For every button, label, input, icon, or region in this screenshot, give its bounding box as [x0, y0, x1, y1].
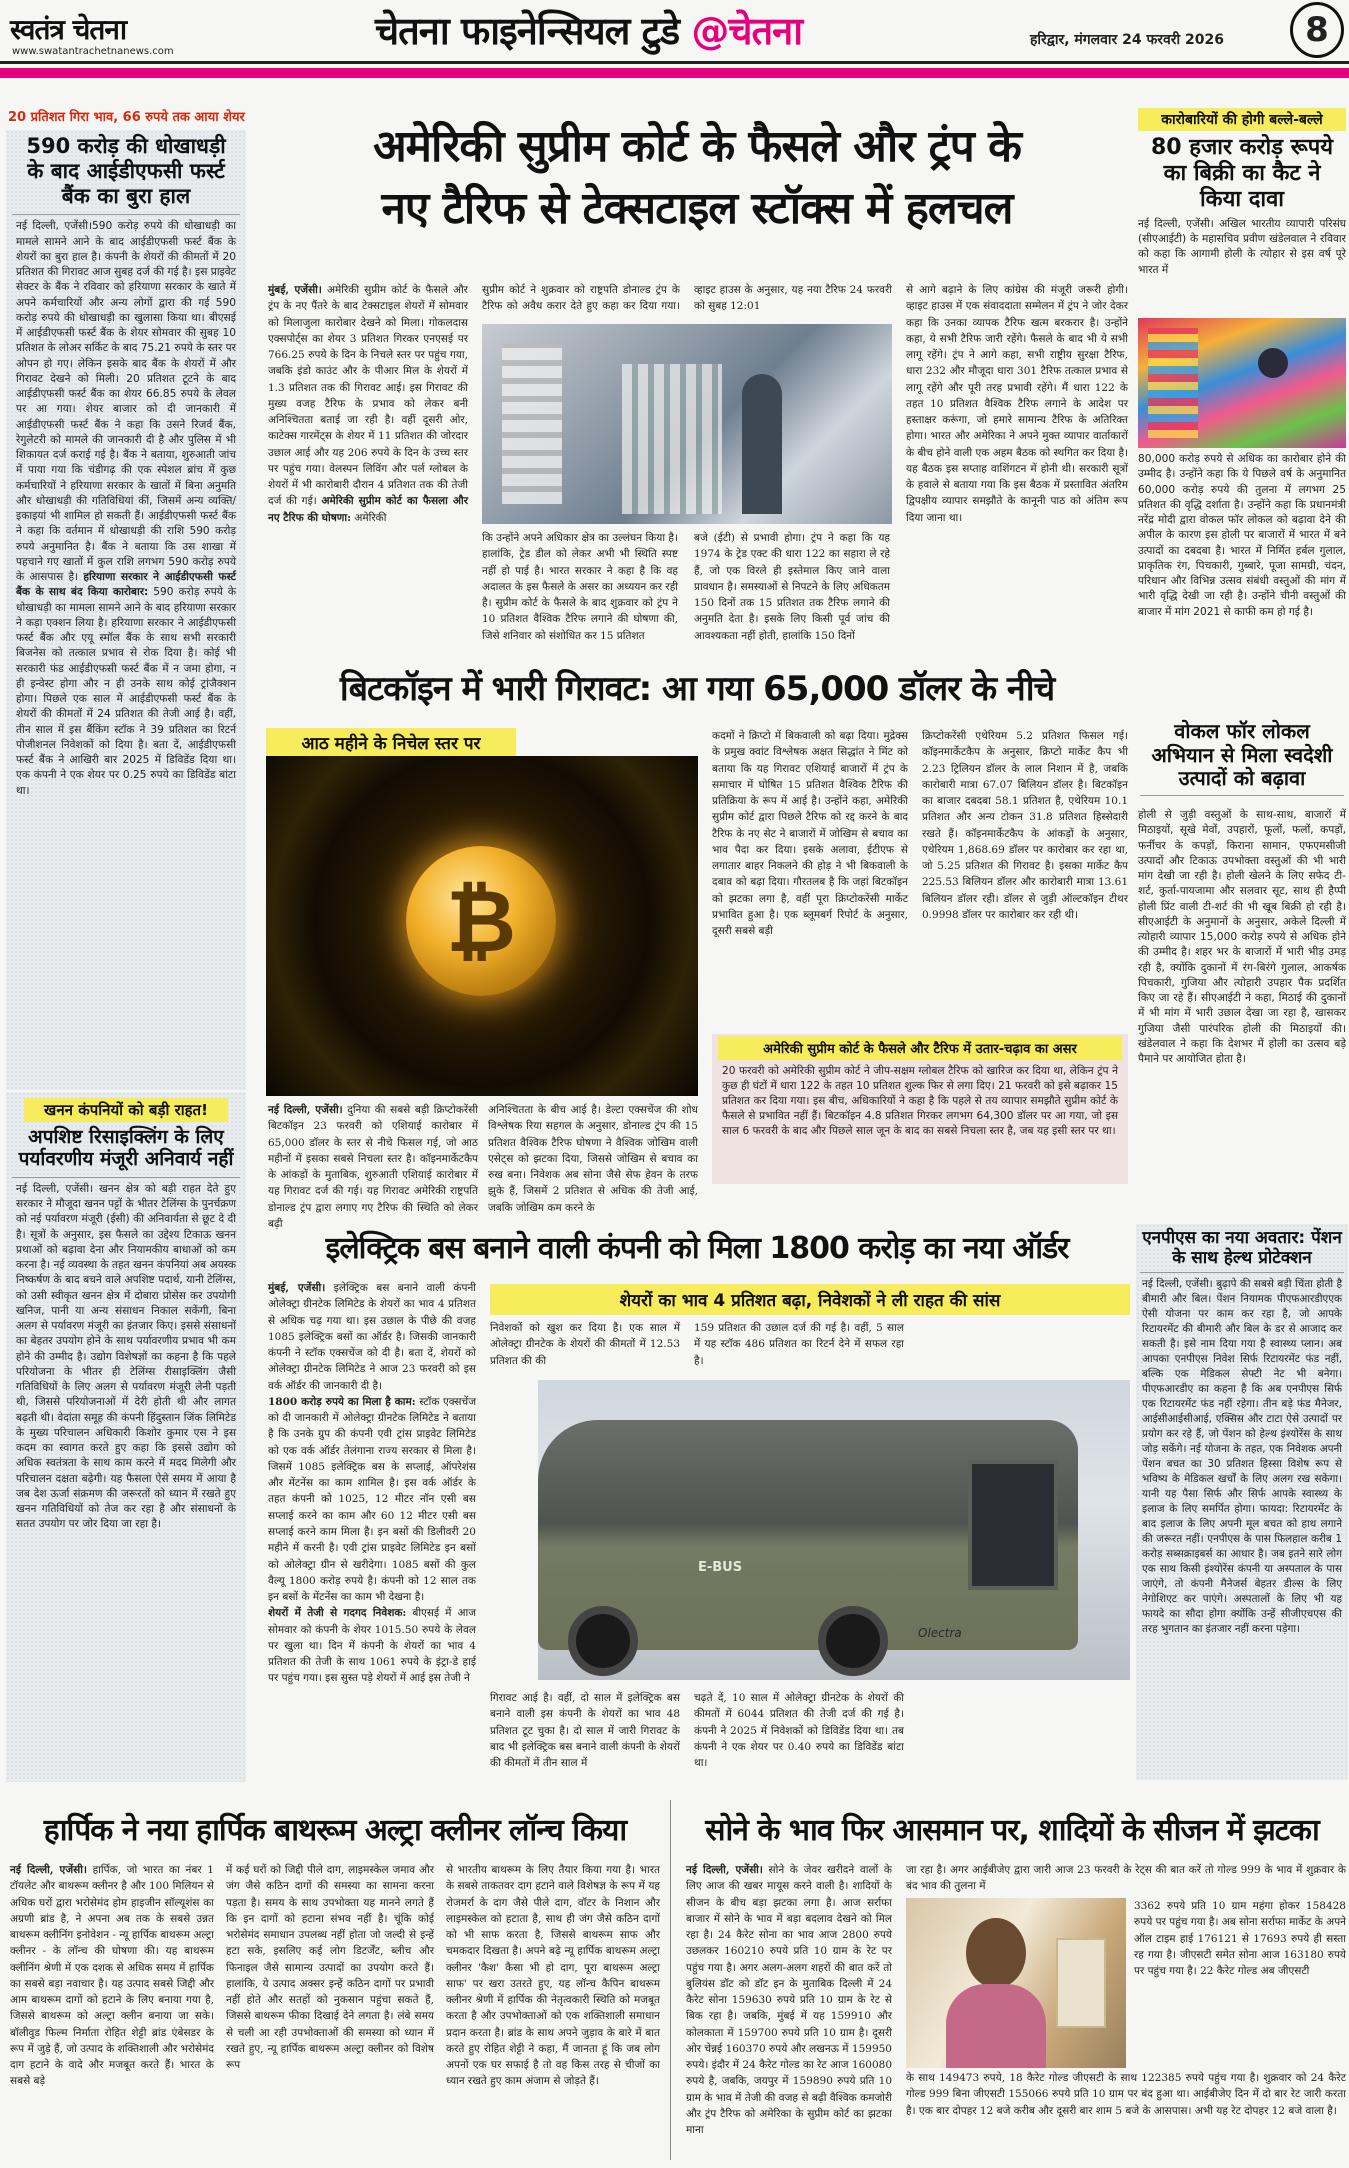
gold-column-2-right: 3362 रुपये प्रति 10 ग्राम महंगा होकर 158428 रुपये पर पहुंच गया है। अब सोना सर्राफा मार्केट के अपने ऑल टाइम हाई 176121 से 17693 रुपये ही सस्ता रह गया है। जीएसटी समेत सोना आज 163180 रुपये पर पहुंच गया है। 22 कैरेट गोल्ड अब जीएसटी	[1134, 1900, 1346, 1978]
bitcoin-box-kicker: अमेरिकी सुप्रीम कोर्ट के फैसले और टैरिफ में उतार-चढ़ाव का असर	[718, 1036, 1122, 1060]
lead-column-4: से आगे बढ़ाने के लिए कांग्रेस की मंजूरी जरूरी होगी। व्हाइट हाउस में एक संवाददाता सम्मेलन में ट्रंप ने जोर देकर कहा कि उनका व्यापक टैरिफ खत्म बरकरार है। उन्होंने कहा, ये सभी टैरिफ जारी रहेंगे। फैसले के बाद भी ये सभी लागू रहेंगे। ट्रंप ने आगे कहा, सभी राष्ट्रीय सुरक्षा टैरिफ, धारा 232 और मौजूदा धारा 301 टैरिफ तत्काल प्रभाव से लागू रहेंगे और पूरी तरह प्रभावी रहेंगे। मैं धारा 122 के तहत 10 प्रतिशत वैश्विक टैरिफ लगाने के आदेश पर हस्ताक्षर करूंगा, जो हमारे सामान्य टैरिफ के अतिरिक्त होगा। भारत और अमेरिका ने अपने मुक्त व्यापार वार्ताकारों के बीच होने वाली एक अहम बैठक को स्थगित कर दिया है। यह बैठक इस सप्ताह वाशिंगटन में होनी थी। सरकारी सूत्रों के हवाले से बताया गया कि इस बैठक में प्रस्तावित अंतरिम द्विपक्षीय व्यापार समझौते के कानूनी पाठ को अंतिम रूप दिया जाना था।	[906, 284, 1128, 524]
bitcoin-tariff-box	[712, 1034, 1128, 1184]
trade-headline: 80 हजार करोड़ रूपये का बिक्री का कैट ने किया दावा	[1150, 135, 1333, 212]
idfc-kicker	[8, 106, 248, 126]
idfc-story-box	[6, 130, 246, 1090]
lead-dateline: मुंबई, एजेंसी।	[268, 284, 322, 296]
harpic-col1-text: हार्पिक, जो भारत का नंबर 1 टॉयलेट और बाथरूम क्लीनर है और 100 मिलियन से अधिक घरों द्वारा भरोसेमंद होम हाइजीन सॉल्यूशंस का अग्रणी ब्रांड है, ने अपना अब तक के सबसे उन्नत बाथरूम क्लीनिंग इनोवेशन - न्यू हार्पिक बाथरूम अल्ट्रा क्लीनर - के लॉन्च की घोषणा की। यह बाथरूम क्लीनिंग श्रेणी में एक दशक से अधिक समय में हार्पिक का सबसे बड़ा नवाचार है। यह उत्पाद सबसे जिद्दी और आम बाथरूम दागों को हटाने के लिए बनाया गया है, जिससे बाथरूम को अल्ट्रा क्लीन बनाया जा सके। बॉलीवुड फिल्म निर्माता रोहित शेट्टी ब्रांड एंबेसडर के रूप में जुड़े हैं, जो उत्पाद के शक्तिशाली और भरोसेमंद दाग हटाने के वादे और मजबूत करते हैं। भारत के सबसे बड़े	[10, 1864, 215, 2088]
bus-column-1	[268, 1280, 476, 1770]
bus-dateline: मुंबई, एजेंसी।	[268, 1282, 326, 1294]
bus-headline: इलेक्ट्रिक बस बनाने वाली कंपनी को मिला 1800 करोड़ का नया ऑर्डर	[325, 1231, 1069, 1266]
lead-col1-tail: अमेरिकी	[354, 511, 387, 524]
section-title	[375, 4, 802, 56]
bus-column-3-top: 159 प्रतिशत की उछाल दर्ज की गई है। वहीं, 5 साल में यह स्टॉक 486 प्रतिशत का रिटर्न देने में सफल रहा है।	[694, 1322, 904, 1367]
bus-brand-label: Olectra	[918, 1626, 962, 1640]
mining-body: नई दिल्ली, एजेंसी। खनन क्षेत्र को बड़ी राहत देते हुए सरकार ने मौजूदा खनन पट्टों के भीतर टेलिंग्स के पुनर्चक्रण को नई पर्यावरण मंजूरी (ईसी) की अनिवार्यता से छूट दे दी है। सूत्रों के अनुसार, इस फैसले का उद्देश्य टिकाऊ खनन प्रथाओं को बढ़ावा देना और नियामकीय बाधाओं को कम करना है। नई व्यवस्था के तहत खनन कंपनियां अब अयस्क निष्कर्षण के बाद बचने वाले अपशिष्ट पदार्थ, यानी टेलिंग्स, को उसी स्वीकृत खनन क्षेत्र में दोबारा प्रोसेस कर उपयोगी खनिज, पानी या अन्य संसाधन निकाल सकेंगी, बिना अलग से पर्यावरण मंजूरी का इंतजार किए। इससे संसाधनों का बेहतर उपयोग होने के साथ पर्यावरणीय प्रभाव भी कम होने की उम्मीद है। उद्योग विशेषज्ञों का कहना है कि पहले परियोजना के भीतर ही टेलिंग्स रीसाइक्लिंग जैसी गतिविधियों के लिए अलग से पर्यावरण मंजूरी लेनी पड़ती थी, जिससे परियोजनाओं में देरी होती थी और लागत बढ़ती थी। वेदांता समूह की कंपनी हिंदुस्तान जिंक लिमिटेड के मुख्य परिचालन अधिकारी किशोर कुमार एस ने इस कदम का स्वागत करते हुए कहा कि इससे उद्योग को अधिक स्वतंत्रता के साथ काम करने में मदद मिलेगी और परिचालन दक्षता बढ़ेगी। यह फैसला ऐसे समय में आया है जब देश ऊर्जा संक्रमण की जरूरतों को ध्यान में रखते हुए खनन गतिविधियों को तेज कर रहा है और संसाधनों के सतत उपयोग पर जोर दिया जा रहा है।	[16, 1182, 236, 1531]
section-title-main: चेतना फाइनेन्सियल टुडे	[375, 9, 680, 53]
bus-windshield	[968, 1460, 1058, 1590]
idfc-subhead: हरियाणा सरकार ने आईडीएफसी फर्स्ट बैंक के साथ बंद किया कारोबार:	[16, 571, 237, 599]
bitcoin-headline: बिटकॉइन में भारी गिरावट: आ गया 65,000 डॉलर के नीचे	[339, 669, 1055, 709]
bus-front-wheel	[568, 1606, 638, 1676]
trade-story	[1138, 108, 1346, 275]
harpic-column-1	[10, 1862, 214, 2162]
lead-column-2-bottom: कि उन्होंने अपने अधिकार क्षेत्र का उल्लंघन किया है। हालांकि, ट्रेड डील को लेकर अभी भी स्थिति स्पष्ट नहीं हो पाई है। भारत सरकार ने कहा है कि वह अदालत के इस फैसले के असर का अध्ययन कर रही है। सुप्रीम कोर्ट के फैसले के बाद शुक्रवार को ट्रंप ने 10 प्रतिशत वैश्विक टैरिफ लगाने की घोषणा की, जिसे शनिवार को संशोधित कर 15 प्रतिशत	[482, 532, 678, 642]
lead-headline-line2: नए टैरिफ से टेक्सटाइल स्टॉक्स में हलचल	[381, 183, 1013, 234]
bitcoin-col1-text: दुनिया की सबसे बड़ी क्रिप्टोकरेंसी बिटकॉइन 23 फरवरी को एशियाई कारोबार में 65,000 डॉलर के स्तर से नीचे फिसल गई, जो आठ महीनों में इसका सबसे निचला स्तर है। कॉइनमार्केटकैप के आंकड़ों के मुताबिक, शुरुआती एशियाई कारोबार में यह गिरावट दर्ज की गई। यह गिरावट अमेरिकी राष्ट्रपति डोनाल्ड ट्रंप द्वारा लगाए गए टैरिफ की स्थिति को लेकर बढ़ी	[268, 1104, 478, 1230]
bus-subhead-1: 1800 करोड़ रुपये का मिला है काम:	[268, 1395, 416, 1408]
vocal-headline: वोकल फॉर लोकल अभियान से मिला स्वदेशी उत्पादों को बढ़ावा	[1140, 720, 1344, 796]
bitcoin-photo-kicker: आठ महीने के निचेल स्तर पर	[266, 728, 516, 757]
website-url[interactable]: www.swatantrachetnanews.com	[12, 46, 174, 57]
dateline: हरिद्वार, मंगलवार 24 फरवरी 2026	[1030, 32, 1224, 48]
masthead-pink-band	[0, 68, 1349, 78]
gold-dateline: नई दिल्ली, एजेंसी।	[686, 1864, 763, 1876]
mining-story-box	[6, 1092, 246, 1782]
lead-headline	[262, 116, 1132, 240]
holi-market-photo	[1138, 318, 1346, 448]
nps-headline: एनपीएस का नया अवतार: पेंशन के साथ हेल्थ प्रोटेक्शन	[1140, 1224, 1344, 1273]
section-title-brand: @चेतना	[691, 9, 803, 53]
bus-column-2-top: निवेशकों को खुश कर दिया है। एक साल में ओलेक्ट्रा ग्रीनटेक के शेयरों की कीमतों में 12.53 प्रतिशत की की	[490, 1322, 680, 1367]
woman-body	[946, 1984, 1046, 2068]
lead-col1-text: अमेरिकी सुप्रीम कोर्ट के फैसले और ट्रंप के नए पैंतरे के बाद टेक्सटाइल शेयरों में सोमवार को मिलाजुला कारोबार देखने को मिला। गोकलदास एक्सपोर्ट्स का शेयर 3 प्रतिशत गिरकर एनएसई पर 766.25 रुपये के दिन के निचले स्तर पर पहुंच गया, जबकि इंडो काउंट और के पीआर मिल के शेयरों में 1.3 प्रतिशत तक की गिरावट आई। इस गिरावट की मुख्य वजह टैरिफ के प्रभाव को लेकर बनी अनिश्चितता बताई जा रही है। वहीं दूसरी ओर, काटेक्स गारमेंट्स के शेयर में 11 प्रतिशत की जोरदार उछाल आई और यह 206 रुपये के दिन के उच्च स्तर पर पहुंच गया। वेलस्पन लिविंग और पर्ल ग्लोबल के शेयरों में भी कारोबारी दौरान 4 प्रतिशत तक की तेजी दर्ज की गई।	[268, 284, 468, 508]
lead-column-3-bottom: बजे (ईटी) से प्रभावी होगा। ट्रंप ने कहा कि यह 1974 के ट्रेड एक्ट की धारा 122 का सहारा ले रहे हैं, जो एक विरले ही इस्तेमाल किए जाने वाला प्रावधान है। समस्याओं से निपटने के लिए अधिकतम 150 दिनों तक 15 प्रतिशत तक टैरिफ लगाने की अनुमति देता है। इसके लिए किसी पूर्व जांच की आवश्यकता नहीं होती, हालांकि 150 दिनों	[694, 532, 890, 642]
textile-factory-photo	[482, 324, 892, 524]
bus-subhead-2: शेयरों में तेजी से गदगद निवेशक:	[268, 1607, 407, 1620]
bus-column-3-bottom: चढ़ते दें, 10 साल में ओलेक्ट्रा ग्रीनटेक के शेयरों की कीमतों में 6044 प्रतिशत की तेजी दर्ज की गई है। कंपनी ने 2025 में निवेशकों को डिविडेंड दिया था। तब कंपनी ने एक शेयर पर 0.40 रुपये का डिविडेंड बांटा था।	[694, 1692, 904, 1770]
idfc-kicker-text: 20 प्रतिशत गिरा भाव, 66 रुपये तक आया शेयर	[8, 110, 245, 125]
lead-col2-top-text: सुप्रीम कोर्ट ने शुक्रवार को राष्ट्रपति डोनाल्ड ट्रंप के टैरिफ को अवैध करार देते हुए कहा	[482, 284, 680, 313]
bus-col1-text: इलेक्ट्रिक बस बनाने वाली कंपनी ओलेक्ट्रा ग्रीनटेक लिमिटेड के शेयरों का भाव 4 प्रतिशत से अधिक चढ़ गया था। इस उछाल के पीछे की वजह 1085 इलेक्ट्रिक बसों का ऑर्डर है। जिसकी जानकारी कंपनी ने स्टॉक एक्सचेंज को दी है। बता दें, शेयरों को ओलेक्ट्रा ग्रीनटेक लिमिटेड ने आज 23 फरवरी को इस वर्क ऑर्डर की जानकारी दी है।	[268, 1282, 476, 1392]
trade-body-continued: 80,000 करोड़ रुपये से अधिक का कारोबार होने की उम्मीद है। उन्होंने कहा कि ये पिछले वर्ष के अनुमानित 60,000 करोड़ रुपये की तुलना में लगभग 25 प्रतिशत की वृद्धि दर्शाता है। उन्होंने कहा कि प्रधानमंत्री नरेंद्र मोदी द्वारा वोकल फॉर लोकल को बढ़ावा देने की अपील के कारण इस होली पर बाजारों में भारत में बने उत्पादों का दबदबा है। भारत में निर्मित हर्बल गुलाल, प्राकृतिक रंग, पिचकारी, गुब्बारे, पूजा सामग्री, चंदन, परिधान और विभिन्न उत्सव संबंधी वस्तुओं की मांग में भारी वृद्धि देखी जा रही है। उन्होंने चीनी वस्तुओं की बाजार में मांग 2021 से काफी कम हो गई है।	[1138, 453, 1346, 618]
bitcoin-column-4: क्रिप्टोकरेंसी एथेरियम 5.2 प्रतिशत फिसल गई। कॉइनमार्केटकैप के अनुसार, क्रिप्टो मार्केट कैप भी 2.23 ट्रिलियन डॉलर के लाल निशान में है, जबकि कारोबारी मात्रा 67.07 बिलियन डॉलर है। बिटकॉइन का बाजार दबदबा 58.1 प्रतिशत है, एथेरियम 10.1 प्रतिशत और अन्य टोकन 31.8 प्रतिशत हिस्सेदारी रखते हैं। कॉइनमार्केटकैप के आंकड़ों के अनुसार, एथेरियम 1,868.69 डॉलर पर कारोबार कर रहा था, जो 5.25 प्रतिशत की गिरावट है। इसका मार्केट कैप 225.53 बिलियन डॉलर और कारोबारी मात्रा 13.61 बिलियन डॉलर रही। डॉलर से जुड़ी ऑल्टकॉइन टीथर 0.9998 डॉलर पर कारोबार कर रही थी।	[922, 730, 1128, 921]
shopper-head	[1258, 348, 1288, 378]
idfc-headline: 590 करोड़ की धोखाधड़ी के बाद आईडीएफसी फर्स्ट बैंक का बुरा हाल	[12, 130, 240, 215]
nps-story-box	[1136, 1224, 1348, 1780]
trade-body: नई दिल्ली, एजेंसी। अखिल भारतीय व्यापारी परिसंघ (सीएआईटी) के महासचिव प्रवीण खंडेलवाल ने रविवार को कहा कि आगामी होली के त्योहार से इस वर्ष पूरे भारत में	[1138, 217, 1346, 276]
bitcoin-coin-icon	[406, 846, 556, 996]
bus-subhead-2-body: बीएसई में आज सोमवार को कंपनी के शेयर 1015.50 रुपये के लेवल पर खुला था। दिन में कंपनी के शेयरों का भाव 4 प्रतिशत की तेजी के साथ 1061 रुपये के इंट्रा-डे हाई पर पहुंच गया। इस सुस्त पड़े शेयरों में आई इस तेजी ने	[268, 1607, 476, 1685]
column-divider	[670, 1800, 671, 2160]
bitcoin-column-1	[268, 1102, 478, 1230]
lead-column-2-top	[482, 282, 892, 318]
bus-subhead-1-body: स्टॉक एक्सचेंज को दी जानकारी में ओलेक्ट्रा ग्रीनटेक लिमिटेड ने बताया है कि उनके ग्रुप की कंपनी एवी ट्रांस प्राइवेट लिमिटेड को एक वर्क ऑर्डर तेलंगाना राज्य सरकार से मिला है। जिसमें 1085 इलेक्ट्रिक बस के सप्लाई, ऑपरेशंस और मेंटनेंस का काम शामिल है। इस वर्क ऑर्डर के तहत कंपनी को 1025, 12 मीटर नॉन एसी बस सप्लाई करने का काम और 60 12 मीटर एसी बस सप्लाई करने काम मिला है। इन बसों की डिलीवरी 20 महीने में करनी है। एवी ट्रांस प्राइवेट लिमिटेड इन बसों को ओलेक्ट्रा ग्रीन से खरीदेगा। 1085 बसों की कुल वैल्यू 1800 करोड़ रुपये है। कंपनी को 12 साल तक इन बसों के मेंटनेंस का काम भी देखना है।	[268, 1395, 476, 1604]
trade-kicker: कारोबारियों की होगी बल्ले-बल्ले	[1138, 108, 1346, 131]
gold-col1-text: सोने के जेवर खरीदने वालों के लिए आज की खबर मायूस करने वाली है। शादियों के सीजन के बीच बड़ा झटका लगा है। आज सर्राफा बाजार में सोने के भाव में बड़ा बदलाव देखने को मिल रहा है। 24 कैरेट सोना का भाव आज 2800 रुपये उछलकर 160210 रुपये प्रति 10 ग्राम के रेट पर पहुंच गया है। अगर अलग-अलग शहरों की बात करें तो बुलियंस डॉट को डॉट इन के मुताबिक दिल्ली में 24 कैरेट सोना 159630 रुपये प्रति 10 ग्राम के रेट से बिक रहा है। जबकि, मुंबई में यह 159910 और कोलकाता में 159700 रुपये प्रति 10 ग्राम है। दूसरी ओर चेन्नई 160370 रुपये और लखनऊ में 159950 रुपये। इंदौर में 24 कैरेट गोल्ड का रेट आज 160080 रुपये है, जबकि, जयपुर में 159890 रुपये प्रति 10 ग्राम के भाव में तेजी की वजह से बढ़ी वैश्विक कमजोरी और ट्रंप टैरिफ को अमेरिका के सुप्रीम कोर्ट का झटका माना	[686, 1864, 892, 2137]
loom-machine	[622, 364, 722, 514]
harpic-headline: हार्पिक ने नया हार्पिक बाथरूम अल्ट्रा क्लीनर लॉन्च किया	[43, 1813, 627, 1848]
gold-column-1	[686, 1862, 892, 2162]
electric-bus-photo	[538, 1380, 1130, 1680]
bus-ebus-label: E-BUS	[698, 1560, 743, 1575]
gold-shopper-photo	[906, 1898, 1126, 2068]
worker-figure	[742, 374, 782, 514]
bus-rear-wheel	[818, 1606, 888, 1676]
yarn-spools	[502, 344, 562, 504]
masthead-rule	[0, 61, 1349, 64]
bitcoin-dateline: नई दिल्ली, एजेंसी।	[268, 1104, 343, 1116]
jewellery-display	[1056, 1938, 1106, 2028]
harpic-column-3: से भारतीय बाथरूम के लिए तैयार किया गया है। भारत के सबसे ताकतवर दाग हटाने वाले विशेषज्ञ के रूप में यह रोजमर्रा के दाग जैसे पीले दाग, वॉटर के निशान और लाइमस्केल को हटाता है, साथ ही जंग जैसे कठिन दागों को भी साफ करता है, जिससे बाथरूम साफ और चमकदार दिखता है। अपने बढ़े न्यू हार्पिक बाथरूम अल्ट्रा क्लीनर 'कैश' कैसा भी हो दाग, पूरा बाथरूम अल्ट्रा साफ' पर खरा उतरते हुए, यह लॉन्च कैपिन बाथरूम क्लीनर श्रेणी में हार्पिक की नेतृत्वकारी स्थिति को मजबूत करता है और उपभोक्ताओं को एक शक्तिशाली समाधान प्रदान करता है। ब्रांड के साथ अपने जुड़ाव के बारे में बात करते हुए रोहित शेट्टी ने कहा, मैं जानता हूं कि जब लोग अपनों एक घर सफाई है तो वह किस तरह से चीजों का ध्यान रखते हुए काम अंजाम से जोड़ते हैं।	[446, 1864, 660, 2088]
newspaper-logo: स्वतंत्र चेतना	[10, 13, 127, 46]
bus-column-2-bottom: गिरावट आई है। वहीं, दो साल में इलेक्ट्रिक बस बनाने वाली इस कंपनी के शेयरों का भाव 48 प्रतिशत टूट चुका है। दो साल में जारी गिरावट के बाद भी इलेक्ट्रिक बस बनाने वाली कंपनी के शेयरों की कीमतों में तीन साल में	[490, 1692, 680, 1770]
bitcoin-column-3: कदमों ने क्रिप्टो में बिकवाली को बढ़ा दिया। मुद्रेक्स के प्रमुख क्वांट विश्लेषक अक्षत सिद्धांत ने मिंट को बताया कि यह गिरावट एशियाई बाजारों में ट्रंप के समाचार में घोषित 15 प्रतिशत वैश्विक टैरिफ की प्रतिक्रिया के रूप में आई है। उन्होंने कहा, अमेरिकी सुप्रीम कोर्ट द्वारा पिछले टैरिफ को रद्द करने के बाद टैरिफ के नए सेट ने बाजारों में जोखिम से बचाव का भाव पैदा कर दिया। इसके अलावा, ईटीएफ से लगातार बाहर निकलने की होड़ ने भी बिकवाली के दबाव को बढ़ा दिया। गौरतलब है कि जहां बिटकॉइन को झटका लगा है, वहीं पूरा क्रिप्टोकरेंसी मार्केट प्रभावित हुआ है। एक ब्लूमबर्ग रिपोर्ट के अनुसार, दूसरी सबसे बड़ी	[712, 730, 908, 938]
gold-column-2-top: जा रहा है। अगर आईबीजेए द्वारा जारी आज 23 फरवरी के रेट्स की बात करें तो गोल्ड 999 के भाव में शुक्रवार के बंद भाव की तुलना में	[906, 1864, 1346, 1893]
lead-column-1	[268, 282, 468, 642]
bitcoin-box-body: 20 फरवरी को अमेरिकी सुप्रीम कोर्ट ने जीप-सक्षम ग्लोबल टैरिफ को खारिज कर दिया था, लेकिन ट्रंप ने कुछ ही घंटों में धारा 122 के तहत 10 प्रतिशत शुल्क फिर से लगा दिए। 21 फरवरी को इसे बढ़ाकर 15 प्रतिशत कर दिया गया। इस बीच, अधिकारियों ने कहा है कि पहले से तय व्यापार समझौते सुप्रीम कोर्ट के फैसले से प्रभावित नहीं हैं। बिटकॉइन 4.8 प्रतिशत गिरकर लगभग 64,300 डॉलर पर आ गया, जो इस साल 6 फरवरी के बाद और पिछले साल जून के बाद का सबसे निचला स्तर है, जब यह इसी स्तर पर था।	[722, 1065, 1118, 1138]
lead-headline-line1: अमेरिकी सुप्रीम कोर्ट के फैसले और ट्रंप के	[373, 121, 1021, 172]
idfc-body-text: नई दिल्ली, एजेंसी।590 करोड़ रुपये की धोखाधड़ी का मामले सामने आने के बाद आईडीएफसी फर्स्ट बैंक के शेयरों का बुरा हाल है। कंपनी के शेयरों की कीमतों में 20 प्रतिशत की गिरावट आज सुबह दर्ज की गई है। इस प्राइवेट सेक्टर के बैंक ने रविवार को हरियाणा सरकार के खाते में अपने कर्मचारियों और अन्य लोगों द्वारा की गई 590 करोड़ रुपये की धोखाधड़ी का खुलासा किया था। बीएसई में आईडीएफसी फर्स्ट बैंक के शेयर सोमवार की सुबह 10 प्रतिशत के लोअर सर्किट के बाद 75.21 रुपये के स्तर पर ओपन हो गए। लेकिन इसके बाद बैंक के शेयरों में और गिरावट देखने को मिली। 20 प्रतिशत टूटने के बाद आईडीएफसी फर्स्ट बैंक का शेयर 66.85 रुपये के लेवल पर आ गया। शेयर बाजार को दी जानकारी में आईडीएफसी फर्स्ट बैंक ने कहा कि उसने रिजर्व बैंक, रेगुलेटरी को मामले की जानकारी दी है और पुलिस में भी शिकायत दर्ज कराई गई है। बैंक ने बताया, शुरुआती जांच में पाया गया कि चंडीगढ़ की एक स्पेशल ब्रांच में कुछ कर्मचारियों ने हरियाणा सरकार के खातों में बिना अनुमति और धोखाधड़ी की गतिविधियां कीं, जिसमें अन्य व्यक्ति/इकाइयां भी शामिल हो सकती हैं। आईडीएफसी फर्स्ट बैंक ने कहा कि वर्तमान में धोखाधड़ी की राशि 590 करोड़ रुपये अनुमानित है। बैंक ने बताया कि उस शाखा में पहचाने गए खातों में कुल राशि लगभग 590 करोड़ रुपये के आसपास है।	[16, 220, 236, 584]
nps-body: नई दिल्ली, एजेंसी। बुढ़ापे की सबसे बड़ी चिंता होती है बीमारी और बिल। पेंशन नियामक पीएफआरडीएएक ऐसी योजना पर काम कर रहा है, जो आपके रिटायरमेंट की बीमारी और बिल के डर से आजाद कर सकती है। इसे नाम दिया गया है स्वास्थ्य प्लान। अब आपका एनपीएस निवेश सिर्फ रिटायरमेंट फंड नहीं, बल्कि एक मेडिकल सेफ्टी नेट भी बनेगा। पीएफआरडीए का कहना है कि अब एनपीएस सिर्फ एक रिटायरमेंट फंड नहीं रहेगा। तीन बड़े फंड मैनेजर, आईसीआईसीआई, एक्सिस और टाटा ऐसे उत्पादों पर प्रयोग कर रहे हैं, जो पेंशन को हेल्थ इंश्योरेंस के साथ जोड़ सकेंगे। नई योजना के तहत, एक निवेशक अपनी पेंशन बचत का 30 प्रतिशत हिस्सा विशेष रूप से भविष्य के मेडिकल खर्चों के लिए अलग रख सकेगा। यानी यह पैसा सिर्फ और सिर्फ आपके स्वास्थ्य के इलाज के लिए समर्पित होगा। फायदा: रिटायरमेंट के बाद इलाज के लिए अपनी मूल बचत को हाथ लगाने की जरूरत नहीं। एनपीएस के पास फिलहाल करीब 1 करोड़ सब्सक्राइबर्स का आधार है। जब इतने सारे लोग एक साथ किसी इंश्योरेंस कंपनी या अस्पताल के पास जाएंगे, तो कंपनी मैनेजर्स बेहतर डील्स के लिए नेगोशिएट कर पाएंगे। अस्पतालों के लिए भी यह फायदे का सौदा होगा क्योंकि उन्हें सीजीएचएस की तरह भुगतान का इंतजार नहीं करना पड़ेगा।	[1142, 1278, 1342, 1635]
page-number: 8	[1290, 2, 1344, 58]
idfc-body	[6, 215, 246, 803]
lead-col3-top-text: कर दिया गया। व्हाइट हाउस के अनुसार, यह नया टैरिफ 24 फरवरी को सुबह 12:01	[623, 284, 892, 313]
gold-headline: सोने के भाव फिर आसमान पर, शादियों के सीजन में झटका	[705, 1813, 1319, 1848]
harpic-column-2: में कई घरों को जिद्दी पीले दाग, लाइमस्केल जमाव और जंग जैसे कठिन दागों की समस्या का सामना करना पड़ता है। समय के साथ उपभोक्ता यह मानने लगते हैं कि इन दागों को हटाना संभव नहीं है। चूंकि कोई भरोसेमंद समाधान उपलब्ध नहीं होता जो जल्दी से इन्हें हटा सके, इसलिए कई लोग डिटर्जेंट, ब्लीच और फिनाइल जैसे सामान्य उत्पादों का उपयोग करते हैं। हालांकि, ये उत्पाद अक्सर इन्हें कठिन दागों पर प्रभावी नहीं होते और सतहों को नुकसान पहुंचा सकते हैं, जिससे बाथरूम फीका दिखाई देने लगता है। लंबे समय से चली आ रही उपभोक्ताओं की समस्या को ध्यान में रखते हुए, न्यू हार्पिक बाथरूम अल्ट्रा क्लीनर को विशेष रूप	[226, 1864, 434, 2072]
idfc-body-text-2: 590 करोड़ रुपये के धोखाधड़ी का मामला सामने आने के बाद हरियाणा सरकार ने कड़ा एक्शन लिया है। हरियाणा सरकार ने आईडीएफसी फर्स्ट बैंक और एयू स्मॉल बैंक के साथ सभी सरकारी बिजनेस को तत्काल प्रभाव से रोक दिया है। कोई भी सरकारी फंड आईडीएफसी फर्स्ट बैंक में न जमा होगा, न ही इन्वेस्ट होगा और न ही उनके साथ कोई ट्रांजैक्शन होगा। पिछले एक साल में आईडीएफसी फर्स्ट बैंक के शेयरों की कीमतों में 24 प्रतिशत की तेजी आई है। वहीं, तीन साल में इस बैंकिंग स्टॉक ने 39 प्रतिशत का रिटर्न पोजीशनल निवेशकों को दिया है। बता दें, आईडीएफसी फर्स्ट बैंक ने आखिरी बार 2025 में डिविडेंड दिया था। एक कंपनी ने एक शेयर पर 0.25 रुपये का डिविडेंड बांटा था।	[16, 586, 236, 797]
woman-head	[966, 1918, 1026, 1988]
lead-subhead: अमेरिकी सुप्रीम कोर्ट का फैसला और नए टैरिफ की घोषणा:	[268, 495, 469, 524]
mining-kicker: खनन कंपनियों को बड़ी राहत!	[24, 1098, 228, 1122]
mining-headline: अपशिष्ट रिसाइक्लिंग के लिए पर्यावरणीय मंजूरी अनिवार्य नहीं	[12, 1126, 240, 1178]
bitcoin-symbol-icon: ₿	[445, 872, 517, 972]
vocal-body: होली से जुड़ी वस्तुओं के साथ-साथ, बाजारों में मिठाइयों, सूखे मेवों, उपहारों, फूलों, फलों, कपड़ों, फर्नीचर के कपड़ों, किराना सामान, एफएमसीजी उत्पादों और टिकाऊ उपभोक्ता वस्तुओं की भी भारी मांग देखी जा रही है। होली खेलने के लिए सफेद टी-शर्ट, कुर्ता-पायजामा और सलवार सूट, साथ ही हैप्पी होली प्रिंट वाली टी-शर्ट की भी खूब बिक्री हो रही है। सीएआईटी के अनुमानों के अनुसार, अकेले दिल्ली में त्योहारी व्यापार 15,000 करोड़ रुपये से अधिक होने की उम्मीद है। शहर भर के बाजारों में भारी भीड़ उमड़ रही है, क्योंकि दुकानों में रंग-बिरंगे गुलाल, आकर्षक पिचकारी, गुजिया और त्योहारी उपहार पैक प्रदर्शित किए जा रहे हैं। सीएआईटी ने कहा, मिठाई की दुकानों में भी मांग में भारी उछाल देखा जा रहा है, खासकर गुजिया जैसी पारंपरिक होली की मिठाइयों की। खंडेलवाल ने कहा कि देशभर में होली का उत्सव बड़े पैमाने पर आयोजित होता है।	[1138, 809, 1346, 1065]
bus-kicker: शेयरों का भाव 4 प्रतिशत बढ़ा, निवेशकों ने ली राहत की सांस	[490, 1284, 1130, 1315]
bitcoin-photo	[266, 756, 698, 1096]
gold-column-2-bottom: के साथ 149473 रुपये, 18 कैरेट गोल्ड जीएसटी के साथ 122385 रुपये पहुंच गया है। शुक्रवार को 24 कैरेट गोल्ड 999 बिना जीएसटी 155066 रुपये प्रति 10 ग्राम पर बंद हुआ था। आईबीजेए दिन में दो बार रेट जारी करता है। एक बार दोपहर 12 बजे करीब और दूसरी बार शाम 5 बजे के आसपास। अभी यह रेट दोपहर 12 बजे वाला है।	[906, 2072, 1346, 2117]
bitcoin-column-2: अनिश्चितता के बीच आई है। डेल्टा एक्सचेंज की शोध विश्लेषक रिया सहगल के अनुसार, डोनाल्ड ट्रंप की 15 प्रतिशत वैश्विक टैरिफ घोषणा ने वैश्विक जोखिम वाली एसेट्स को झटका दिया, जिससे जोखिम से बचाव का रुख बना। निवेशक अब सोना जैसे सेफ हेवन के तरफ झुके हैं, जिसमें 2 प्रतिशत से अधिक की तेजी आई, जबकि जोखिम कम करने के	[488, 1104, 698, 1214]
harpic-dateline: नई दिल्ली, एजेंसी।	[10, 1864, 87, 1876]
pichkari-stack	[1148, 328, 1198, 438]
